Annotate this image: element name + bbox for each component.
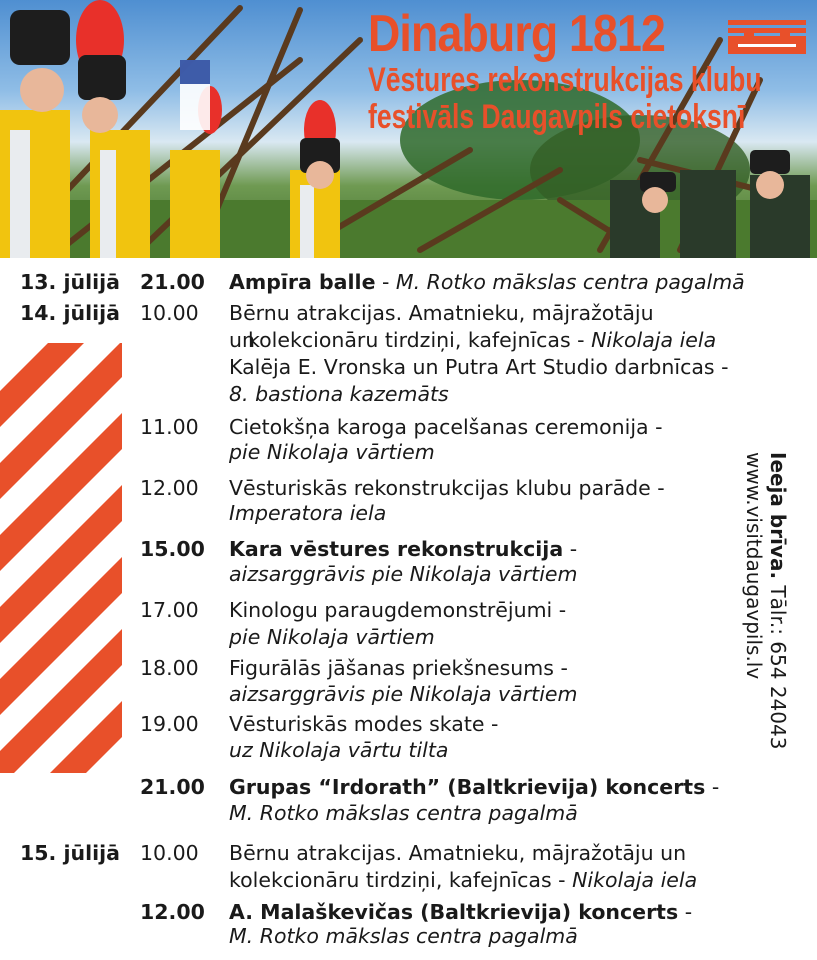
schedule-event [229, 301, 654, 325]
schedule-date: 13. jūlijā [20, 270, 120, 294]
schedule-time: 17.00 [140, 598, 199, 622]
event-separator: - [375, 270, 396, 294]
hero-photo [0, 0, 817, 258]
decorative-stripes [0, 343, 122, 773]
event-title: Grupas “Irdorath” (Baltkrievija) koncerts [229, 775, 706, 799]
event-separator: - [563, 537, 578, 561]
event-place: pie Nikolaja vārtiem [229, 440, 435, 464]
festival-subtitle-line2: festivāls Daugavpils cietoksnī [368, 98, 746, 136]
schedule-time: 10.00 [140, 841, 199, 865]
event-title: kolekcionāru tirdziņi, kafejnīcas [248, 328, 571, 352]
festival-subtitle-line1: Vēstures rekonstrukcijas klubu [368, 61, 762, 99]
event-separator: - [551, 868, 573, 892]
entry-phone-line [766, 452, 790, 772]
event-title: Bērnu atrakcijas. Amatnieku, mājražotāju un [229, 841, 687, 865]
event-place: M. Rotko mākslas centra pagalmā [229, 924, 578, 948]
event-title: Ampīra balle [229, 270, 376, 294]
schedule-event [229, 868, 697, 892]
event-place: aizsarggrāvis pie Nikolaja vārtiem [229, 682, 578, 706]
schedule-time: 15.00 [140, 537, 205, 561]
event-title: A. Malaškevičas (Baltkrievija) koncerts [229, 900, 679, 924]
schedule-time: 10.00 [140, 301, 199, 325]
event-title: un [229, 328, 255, 352]
event-title: Kalēja E. Vronska un Putra Art Studio darbnīcas - [229, 355, 729, 379]
free-entry-text: Ieeja brīva. [766, 452, 790, 580]
festival-title: Dinaburg 1812 [368, 5, 665, 63]
schedule-event [229, 355, 729, 379]
schedule-time: 12.00 [140, 900, 205, 924]
event-separator: - [678, 900, 693, 924]
fortress-logo-icon [728, 14, 806, 58]
event-place: 8. bastiona kazemāts [229, 382, 449, 406]
side-contact-info [720, 452, 790, 772]
schedule-date: 14. jūlijā [20, 301, 120, 325]
schedule-event [229, 775, 719, 799]
website-link[interactable]: www.visitdaugavpils.lv [742, 452, 766, 680]
event-title: kolekcionāru tirdziņi, kafejnīcas [229, 868, 552, 892]
event-place: uz Nikolaja vārtu tilta [229, 738, 449, 762]
event-title: Kara vēstures rekonstrukcija [229, 537, 564, 561]
event-place: aizsarggrāvis pie Nikolaja vārtiem [229, 562, 578, 586]
event-title: Vēsturiskās modes skate - [229, 712, 499, 736]
schedule-date: 15. jūlijā [20, 841, 120, 865]
event-place: M. Rotko mākslas centra pagalmā [395, 270, 745, 294]
schedule-time: 21.00 [140, 270, 205, 294]
event-title: Cietokšņa karoga pacelšanas ceremonija - [229, 415, 663, 439]
event-separator: - [570, 328, 592, 352]
event-place: Imperatora iela [229, 501, 387, 525]
event-place: M. Rotko mākslas centra pagalmā [229, 801, 578, 825]
phone-text: Tālr.: 654 24043 [766, 579, 790, 750]
schedule-time: 19.00 [140, 712, 199, 736]
event-title: Figurālās jāšanas priekšnesums - [229, 656, 568, 680]
event-place: Nikolaja iela [591, 328, 717, 352]
event-separator: - [705, 775, 720, 799]
event-title: Bērnu atrakcijas. Amatnieku, mājražotāju [229, 301, 654, 325]
schedule-time: 21.00 [140, 775, 205, 799]
event-title: Vēsturiskās rekonstrukcijas klubu parāde - [229, 476, 665, 500]
schedule-event [229, 537, 577, 561]
schedule-event [229, 270, 745, 294]
schedule-time: 11.00 [140, 415, 199, 439]
event-place: pie Nikolaja vārtiem [229, 625, 435, 649]
schedule-event [229, 900, 692, 924]
schedule-time: 18.00 [140, 656, 199, 680]
schedule-event [248, 328, 716, 352]
event-place: Nikolaja iela [572, 868, 698, 892]
schedule-time: 12.00 [140, 476, 199, 500]
event-title: Kinologu paraugdemonstrējumi - [229, 598, 567, 622]
